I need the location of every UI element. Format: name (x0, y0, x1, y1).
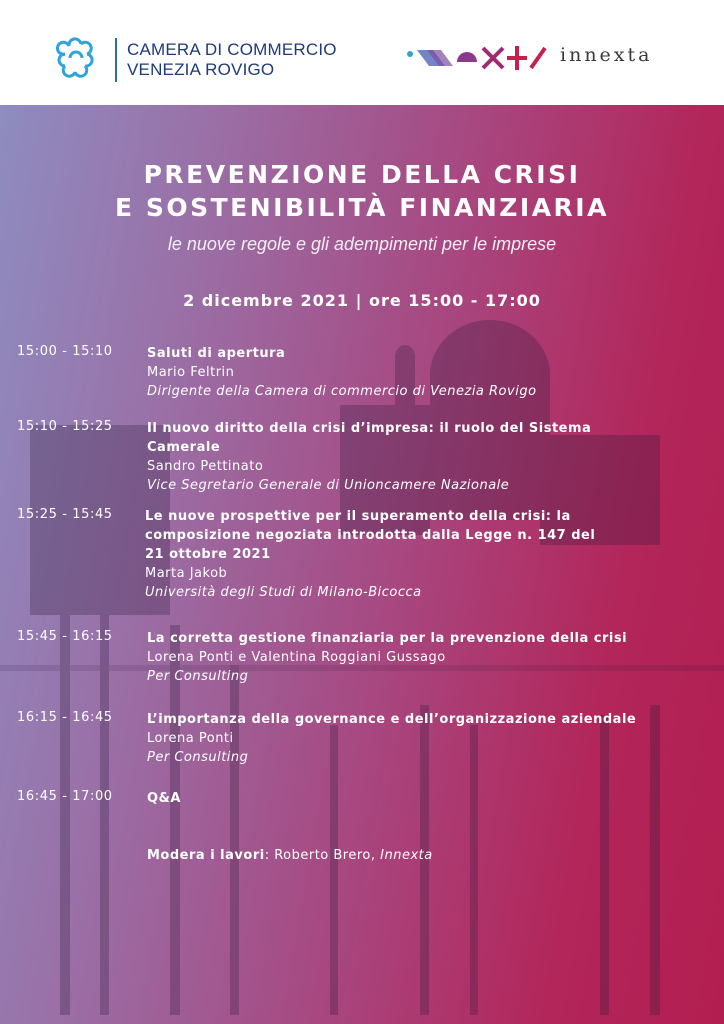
agenda-speaker: Lorena Ponti e Valentina Roggiani Gussago (147, 650, 446, 665)
logo-divider (115, 38, 117, 82)
agenda-talk-title: L’importanza della governance e dell’organizzazione aziendale (147, 712, 637, 727)
agenda-content (145, 507, 615, 602)
chamber-of-commerce-logo-icon (50, 32, 102, 84)
agenda-time: 15:10 - 15:25 (17, 419, 113, 434)
header-bar (0, 0, 724, 105)
agenda-speaker: Mario Feltrin (147, 365, 235, 380)
agenda-content (147, 629, 707, 686)
agenda-speaker-role: Per Consulting (147, 669, 249, 684)
agenda-content (147, 789, 707, 808)
agenda-speaker: Marta Jakob (145, 566, 228, 581)
agenda-time: 16:45 - 17:00 (17, 789, 113, 804)
agenda-time: 15:45 - 16:15 (17, 629, 113, 644)
event-subtitle: le nuove regole e gli adempimenti per le imprese (167, 234, 557, 254)
chamber-name-line2: VENEZIA ROVIGO (127, 60, 275, 79)
moderator-label: Modera i lavori (147, 848, 265, 863)
agenda-talk-title: Saluti di apertura (147, 346, 286, 361)
agenda-speaker-role: Per Consulting (147, 750, 249, 765)
innexta-wordmark: innexta (560, 44, 653, 66)
agenda-content (147, 710, 707, 767)
moderator-organization: Innexta (380, 848, 433, 863)
agenda-talk-title: Q&A (147, 791, 181, 806)
agenda-speaker-role: Dirigente della Camera di commercio di Venezia Rovigo (147, 384, 537, 399)
chamber-name (127, 40, 337, 80)
agenda-time: 15:00 - 15:10 (17, 344, 113, 359)
agenda-speaker: Lorena Ponti (147, 731, 234, 746)
event-date: 2 dicembre 2021 | ore 15:00 - 17:00 (183, 291, 541, 310)
agenda-talk-title: Il nuovo diritto della crisi d’impresa: il ruolo del Sistema Camerale (147, 421, 592, 455)
event-title (0, 158, 724, 224)
agenda-content (147, 344, 707, 401)
moderator-name: : Roberto Brero, (264, 848, 381, 863)
agenda-speaker-role: Università degli Studi di Milano-Bicocca (145, 585, 422, 600)
moderator-line (147, 848, 433, 863)
agenda-time: 16:15 - 16:45 (17, 710, 113, 725)
innexta-logo-mark-icon (405, 40, 550, 74)
event-title-line1: PREVENZIONE DELLA CRISI (143, 160, 581, 189)
agenda-talk-title: Le nuove prospettive per il superamento della crisi: la composizione negoziata introdotta dalla Legge n. 147 del 21 ottobre 2021 (145, 509, 596, 562)
agenda-content (147, 419, 657, 495)
chamber-name-line1: CAMERA DI COMMERCIO (127, 40, 337, 59)
agenda-talk-title: La corretta gestione finanziaria per la prevenzione della crisi (147, 631, 628, 646)
event-title-line2: E SOSTENIBILITÀ FINANZIARIA (115, 193, 609, 222)
agenda-speaker-role: Vice Segretario Generale di Unioncamere Nazionale (147, 478, 510, 493)
agenda-time: 15:25 - 15:45 (17, 507, 113, 522)
agenda-speaker: Sandro Pettinato (147, 459, 264, 474)
